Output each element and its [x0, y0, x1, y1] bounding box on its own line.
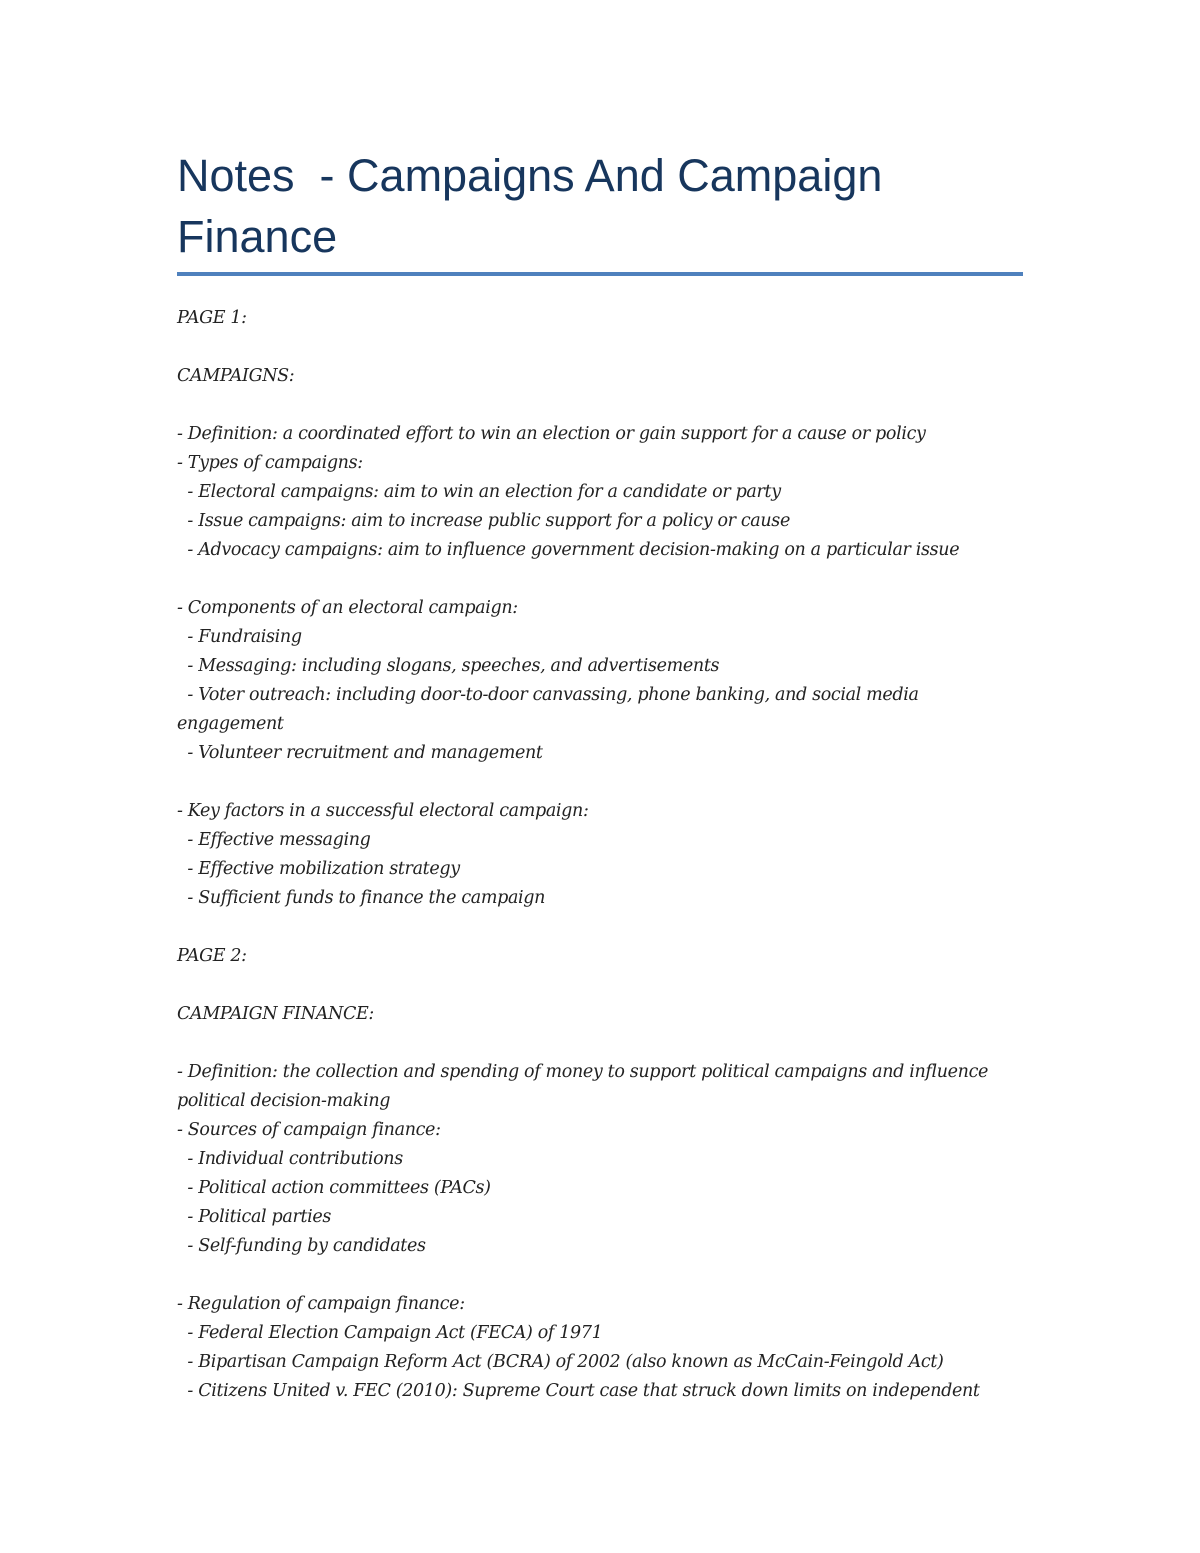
- blank-line: [177, 391, 1027, 420]
- text-line: - Citizens United v. FEC (2010): Supreme Court case that struck down limits on independent: [177, 1381, 980, 1401]
- blank-line: [177, 768, 1027, 797]
- text-line: - Components of an electoral campaign:: [177, 598, 518, 618]
- text-line: - Definition: the collection and spending of money to support political campaigns and influence: [177, 1062, 989, 1082]
- text-line: - Types of campaigns:: [177, 453, 363, 473]
- text-line: - Issue campaigns: aim to increase public support for a policy or cause: [177, 511, 790, 531]
- text-line: - Advocacy campaigns: aim to influence government decision-making on a particular issue: [177, 540, 960, 560]
- text-line: - Definition: a coordinated effort to win an election or gain support for a cause or policy: [177, 424, 926, 444]
- text-line: - Sources of campaign finance:: [177, 1120, 441, 1140]
- text-line: - Individual contributions: [177, 1149, 403, 1169]
- text-line: - Voter outreach: including door-to-door canvassing, phone banking, and social media: [177, 685, 919, 705]
- text-line: - Self-funding by candidates: [177, 1236, 426, 1256]
- blank-line: [177, 565, 1027, 594]
- title-block: [177, 145, 1023, 267]
- text-line: - Regulation of campaign finance:: [177, 1294, 465, 1314]
- text-line: - Messaging: including slogans, speeches, and advertisements: [177, 656, 720, 676]
- text-line: - Volunteer recruitment and management: [177, 743, 543, 763]
- text-line: - Key factors in a successful electoral campaign:: [177, 801, 589, 821]
- text-line: - Effective messaging: [177, 830, 371, 850]
- blank-line: [177, 913, 1027, 942]
- document-body: [177, 304, 1027, 1406]
- text-line: - Effective mobilization strategy: [177, 859, 460, 879]
- title-underline-rule: [177, 272, 1023, 276]
- text-line: - Political action committees (PACs): [177, 1178, 491, 1198]
- blank-line: [177, 971, 1027, 1000]
- text-line: political decision-making: [177, 1091, 391, 1111]
- text-line: PAGE 2:: [177, 946, 247, 966]
- text-line: - Bipartisan Campaign Reform Act (BCRA) of 2002 (also known as McCain-Feingold Act): [177, 1352, 944, 1372]
- text-line: PAGE 1:: [177, 308, 247, 328]
- text-line: - Political parties: [177, 1207, 332, 1227]
- blank-line: [177, 333, 1027, 362]
- text-line: - Sufficient funds to finance the campaign: [177, 888, 546, 908]
- document-title: Notes - Campaigns And Campaign Finance: [177, 150, 895, 262]
- text-line: - Fundraising: [177, 627, 302, 647]
- text-line: CAMPAIGN FINANCE:: [177, 1004, 374, 1024]
- text-line: - Electoral campaigns: aim to win an election for a candidate or party: [177, 482, 781, 502]
- text-line: - Federal Election Campaign Act (FECA) of 1971: [177, 1323, 603, 1343]
- text-line: CAMPAIGNS:: [177, 366, 295, 386]
- text-line: engagement: [177, 714, 284, 734]
- blank-line: [177, 1261, 1027, 1290]
- blank-line: [177, 1029, 1027, 1058]
